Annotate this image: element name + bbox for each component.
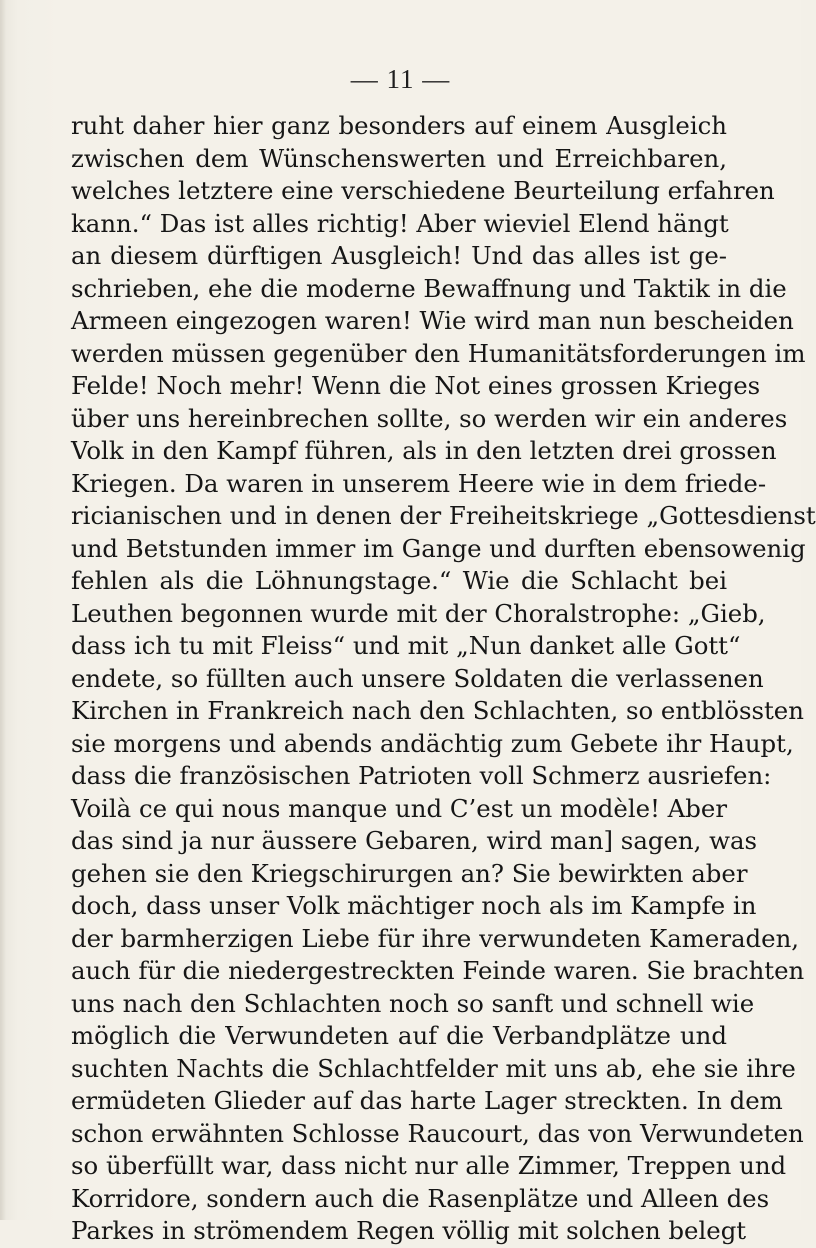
text-line: das sind ja nur äussere Gebaren, wird man] sagen, was — [71, 826, 758, 855]
text-line: Voilà ce qui nous manque und C’est un modèle! Aber — [71, 793, 727, 823]
text-line: Parkes in strömendem Regen völlig mit solchen belegt — [71, 1216, 747, 1245]
text-line: Kirchen in Frankreich nach den Schlachten, so entblössten — [71, 696, 804, 725]
text-line: Leuthen begonnen wurde mit der Choralstrophe: „Gieb, — [71, 598, 766, 628]
text-line: und Betstunden immer im Gange und durften ebensowenig — [71, 533, 806, 563]
body-text — [71, 110, 816, 1248]
text-line: Felde! Noch mehr! Wenn die Not eines grossen Krieges — [71, 371, 761, 400]
text-line: Armeen eingezogen waren! Wie wird man nun bescheiden — [71, 306, 794, 335]
page-number-header: — 11 — — [350, 64, 451, 94]
page-edge-shadow — [0, 0, 6, 1220]
text-line: Korridore, sondern auch die Rasenplätze und Alleen des — [71, 1183, 770, 1213]
text-line: welches letztere eine verschiedene Beurteilung erfahren — [71, 176, 775, 205]
text-line: fehlen als die Löhnungstage.“ Wie die Schlacht bei — [71, 566, 727, 595]
text-line: möglich die Verwundeten auf die Verbandplätze und — [71, 1021, 727, 1050]
text-line: an diesem dürftigen Ausgleich! Und das alles ist ge- — [71, 241, 727, 270]
text-line: doch, dass unser Volk mächtiger noch als im Kampfe in — [71, 891, 757, 920]
text-line: zwischen dem Wünschenswerten und Erreichbaren, — [71, 143, 727, 173]
text-line: Kriegen. Da waren in unserem Heere wie in dem friede- — [71, 468, 767, 498]
text-line: schrieben, ehe die moderne Bewaffnung und Taktik in die — [71, 273, 787, 303]
text-line: schon erwähnten Schlosse Raucourt, das von Verwundeten — [71, 1118, 804, 1148]
text-line: Volk in den Kampf führen, als in den letzten drei grossen — [71, 436, 777, 465]
text-line: sie morgens und abends andächtig zum Gebete ihr Haupt, — [71, 728, 794, 758]
text-line: dass die französischen Patrioten voll Schmerz ausriefen: — [71, 761, 772, 790]
text-line: der barmherzigen Liebe für ihre verwundeten Kameraden, — [71, 923, 800, 953]
text-line: werden müssen gegenüber den Humanitätsforderungen im — [71, 338, 806, 368]
text-line: kann.“ Das ist alles richtig! Aber wieviel Elend hängt — [71, 208, 729, 238]
text-line: ricianischen und in denen der Freiheitskriege „Gottesdienst — [71, 501, 816, 530]
text-line: gehen sie den Kriegschirurgen an? Sie bewirkten aber — [71, 858, 748, 888]
text-line: auch für die niedergestreckten Feinde waren. Sie brachten — [71, 956, 805, 985]
text-line: suchten Nachts die Schlachtfelder mit uns ab, ehe sie ihre — [71, 1053, 796, 1083]
text-line: ermüdeten Glieder auf das harte Lager streckten. In dem — [71, 1086, 783, 1115]
text-line: ruht daher hier ganz besonders auf einem Ausgleich — [71, 111, 727, 140]
text-line: uns nach den Schlachten noch so sanft und schnell wie — [71, 988, 755, 1018]
text-line: über uns hereinbrechen sollte, so werden wir ein anderes — [71, 403, 788, 433]
text-line: endete, so füllten auch unsere Soldaten die verlassenen — [71, 663, 764, 693]
text-line: so überfüllt war, dass nicht nur alle Zimmer, Treppen und — [71, 1151, 787, 1180]
text-line: dass ich tu mit Fleiss“ und mit „Nun danket alle Gott“ — [71, 631, 741, 660]
